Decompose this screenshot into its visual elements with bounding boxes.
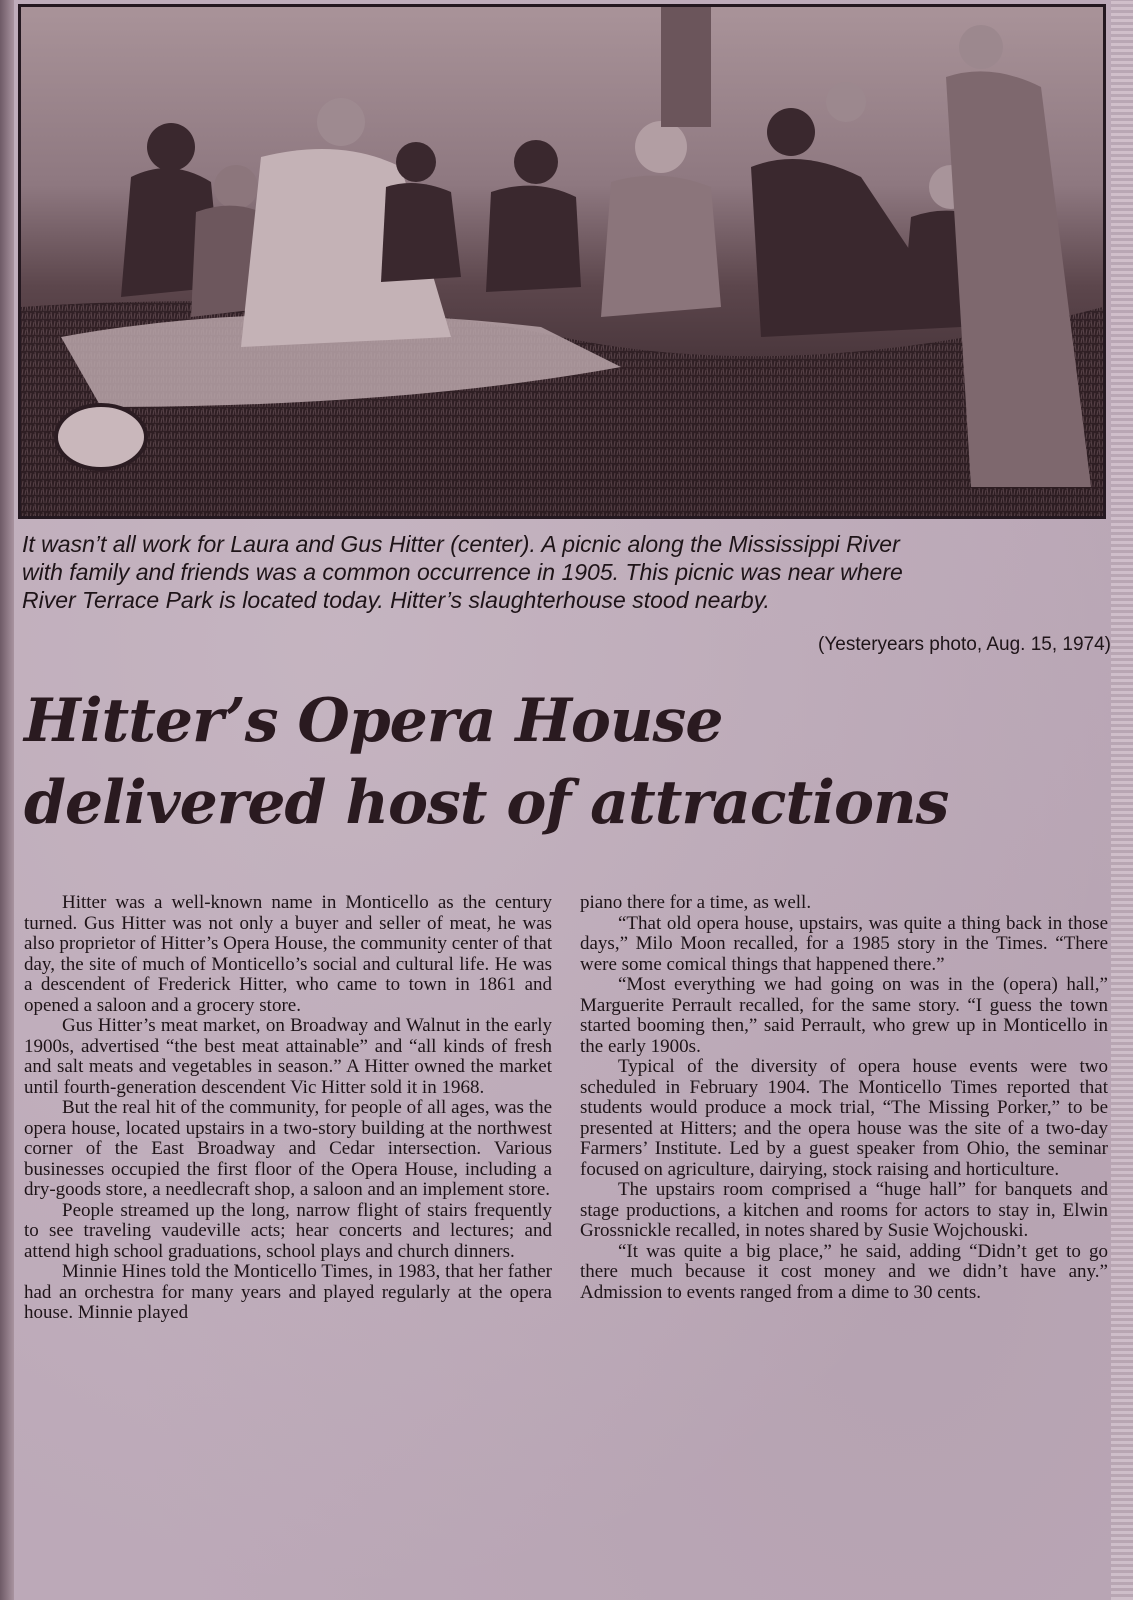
- article-paragraph: “It was quite a big place,” he said, adding “Didn’t get to go there much because it cost money and we didn’t have any.” Admission to events ranged from a dime to 30 cents.: [580, 1240, 1108, 1303]
- picnic-photo: [18, 4, 1106, 519]
- page-edge-right: [1111, 0, 1133, 1600]
- headline-line-2: delivered host of attractions: [24, 768, 949, 838]
- article-headline: [24, 680, 1114, 844]
- article-paragraph: The upstairs room comprised a “huge hall” for banquets and stage productions, a kitchen and rooms for actors to stay in, Elwin Grossnickle recalled, in notes shared by Susie Wojchouski.: [580, 1179, 1108, 1241]
- article-paragraph: Hitter was a well-known name in Monticello as the century turned. Gus Hitter was not only a buyer and seller of meat, he was also proprietor of Hitter’s Opera House, the community center of that day, the site of much of Monticello’s social and cultural life. He was a descendent of Frederick Hitter, who came to town in 1861 and opened a saloon and a grocery store.: [24, 892, 552, 1016]
- caption-line: It wasn’t all work for Laura and Gus Hitter (center). A picnic along the Mississippi River: [22, 531, 900, 557]
- headline-line-1: Hitter’s Opera House: [24, 686, 723, 756]
- page-edge-left: [0, 0, 14, 1600]
- photo-credit: (Yesteryears photo, Aug. 15, 1974): [818, 634, 1111, 655]
- article-paragraph: Minnie Hines told the Monticello Times, in 1983, that her father had an orchestra for many years and played regularly at the opera house. Minnie played: [24, 1261, 552, 1323]
- article-paragraph-continued: piano there for a time, as well.: [580, 892, 812, 913]
- article-paragraph: Gus Hitter’s meat market, on Broadway and Walnut in the early 1900s, advertised “the best meat attainable” and “all kinds of fresh and salt meats and vegetables in season.” A Hitter owned the market until fourth-generation descendent Vic Hitter sold it in 1968.: [24, 1015, 552, 1098]
- article-paragraph: “That old opera house, upstairs, was quite a thing back in those days,” Milo Moon recalled, for a 1985 story in the Times. “There were some comical things that happened there.”: [580, 912, 1108, 975]
- article-paragraph: “Most everything we had going on was in the (opera) hall,” Marguerite Perrault recalled, for the same story. “I guess the town started booming then,” said Perrault, who grew up in Monticello in the early 1900s.: [580, 974, 1108, 1057]
- article-paragraph: Typical of the diversity of opera house events were two scheduled in February 1904. The Monticello Times reported that students would produce a mock trial, “The Missing Porker,” to be presented at Hitters; and the opera house was the site of a two-day Farmers’ Institute. Led by a guest speaker from Ohio, the seminar focused on agriculture, dairying, stock raising and horticulture.: [580, 1056, 1108, 1180]
- photo-caption: [22, 530, 1112, 614]
- article-paragraph: People streamed up the long, narrow flight of stairs frequently to see traveling vaudeville acts; hear concerts and lectures; and attend high school graduations, school plays and church dinners.: [24, 1199, 552, 1262]
- caption-line: with family and friends was a common occurrence in 1905. This picnic was near where: [22, 559, 903, 585]
- photo-image-icon: [21, 7, 1103, 516]
- caption-line: River Terrace Park is located today. Hitter’s slaughterhouse stood nearby.: [22, 587, 770, 613]
- article-column-right: [580, 893, 1108, 1303]
- article-column-left: [24, 893, 552, 1324]
- article-paragraph: But the real hit of the community, for people of all ages, was the opera house, located upstairs in a two-story building at the northwest corner of the East Broadway and Cedar intersection. Various businesses occupied the first floor of the Opera House, including a dry-goods store, a needlecraft shop, a saloon and an implement store.: [24, 1097, 552, 1200]
